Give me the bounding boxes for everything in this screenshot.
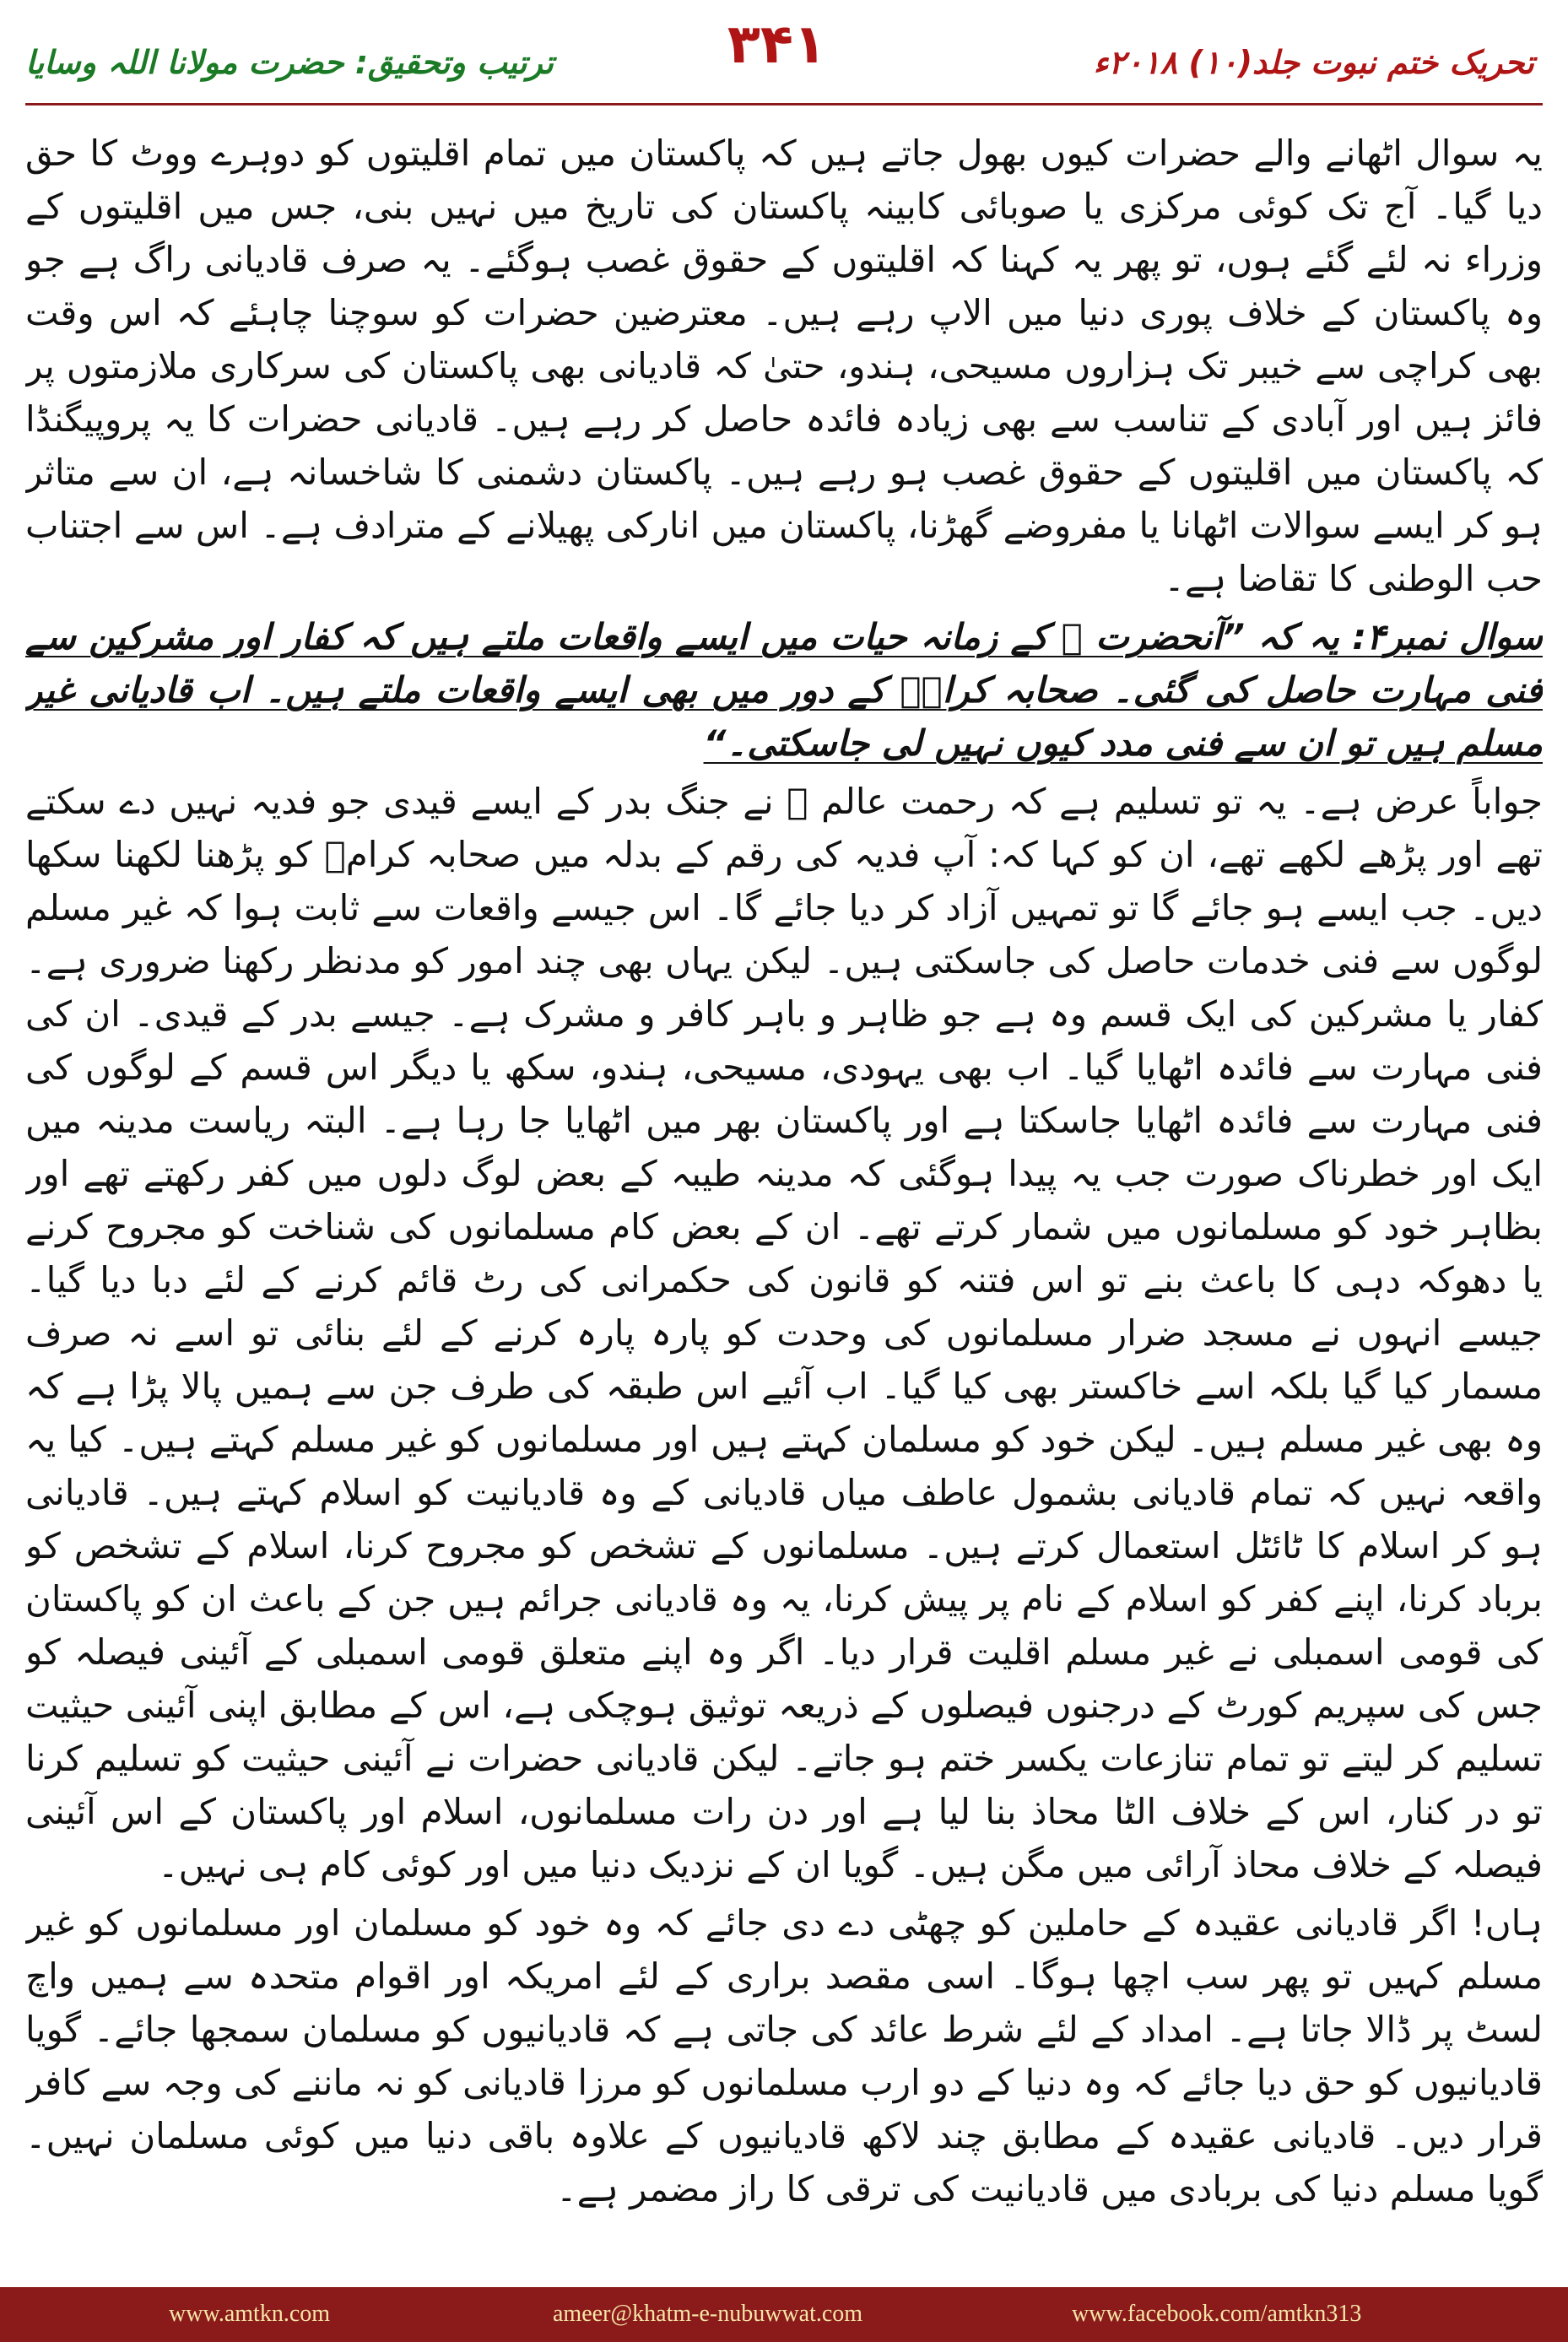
paragraph-1: یہ سوال اٹھانے والے حضرات کیوں بھول جاتے ہیں کہ پاکستان میں تمام اقلیتوں کو دوہرے ووٹ کا حق دیا گیا۔ آج تک کوئی مرکزی یا صوبائی کابینہ پاکستان کی تاریخ میں نہیں بنی، جس میں اقلیتوں کے وزراء نہ لئے گئے ہوں، تو پھر یہ کہنا کہ اقلیتوں کے حقوق غصب ہوگئے۔ یہ صرف قادیانی راگ ہے جو وہ پاکستان کے خلاف پوری دنیا میں الاپ رہے ہیں۔ معترضین حضرات کو سوچنا چاہئے کہ اس وقت بھی کراچی سے خیبر تک ہزاروں مسیحی، ہندو، حتیٰ کہ قادیانی بھی پاکستان کی سرکاری ملازمتوں پر فائز ہیں اور آبادی کے تناسب سے بھی زیادہ فائدہ حاصل کر رہے ہیں۔ قادیانی حضرات کا یہ پروپیگنڈا کہ پاکستان میں اقلیتوں کے حقوق غصب ہو رہے ہیں۔ پاکستان دشمنی کا شاخسانہ ہے، ان سے متاثر ہو کر ایسے سوالات اٹھانا یا مفروضے گھڑنا، پاکستان میں انارکی پھیلانے کے مترادف ہے۔ اس سے اجتناب حب الوطنی کا تقاضا ہے۔ [25, 133, 1543, 599]
book-title: تحریک ختم نبوت جلد(۱۰) ۲۰۱۸ء [1093, 44, 1534, 81]
email-link[interactable]: ameer@khatm-e-nubuwwat.com [553, 2301, 863, 2327]
website-link[interactable]: www.amtkn.com [169, 2301, 331, 2327]
page-footer [0, 2287, 1568, 2342]
facebook-link[interactable]: www.facebook.com/amtkn313 [1072, 2301, 1362, 2327]
header-divider [25, 103, 1543, 105]
compiler-credit: ترتیب وتحقیق: حضرت مولانا اللہ وسایا [25, 44, 554, 81]
question-4: سوال نمبر۴: یہ کہ ”آنحضرت ﷺ کے زمانہ حیات میں ایسے واقعات ملتے ہیں کہ کفار اور مشرکین سے فنی مہارت حاصل کی گئی۔ صحابہ کرامؓ کے دور میں بھی ایسے واقعات ملتے ہیں۔ اب قادیانی غیر مسلم ہیں تو ان سے فنی مدد کیوں نہیں لی جاسکتی۔“ [25, 616, 1543, 764]
paragraph-2: جواباً عرض ہے۔ یہ تو تسلیم ہے کہ رحمت عالم ﷺ نے جنگ بدر کے ایسے قیدی جو فدیہ نہیں دے سکتے تھے اور پڑھے لکھے تھے، ان کو کہا کہ: آپ فدیہ کی رقم کے بدلہ میں صحابہ کرامؓ کو پڑھنا لکھنا سکھا دیں۔ جب ایسے ہو جائے گا تو تمہیں آزاد کر دیا جائے گا۔ اس جیسے واقعات سے ثابت ہوا کہ غیر مسلم لوگوں سے فنی خدمات حاصل کی جاسکتی ہیں۔ لیکن یہاں بھی چند امور کو مدنظر رکھنا ضروری ہے۔ کفار یا مشرکین کی ایک قسم وہ ہے جو ظاہر و باہر کافر و مشرک ہے۔ جیسے بدر کے قیدی۔ ان کی فنی مہارت سے فائدہ اٹھایا گیا۔ اب بھی یہودی، مسیحی، ہندو، سکھ یا دیگر اس قسم کے لوگوں کی فنی مہارت سے فائدہ اٹھایا جاسکتا ہے اور پاکستان بھر میں اٹھایا جا رہا ہے۔ البتہ ریاست مدینہ میں ایک اور خطرناک صورت جب یہ پیدا ہوگئی کہ مدینہ طیبہ کے بعض لوگ دلوں میں کفر رکھتے تھے اور بظاہر خود کو مسلمانوں میں شمار کرتے تھے۔ ان کے بعض کام مسلمانوں کی شناخت کو مجروح کرنے یا دھوکہ دہی کا باعث بنے تو اس فتنہ کو قانون کی حکمرانی کی رٹ قائم کرنے کے لئے دبا دیا گیا۔ جیسے انہوں نے مسجد ضرار مسلمانوں کی وحدت کو پارہ پارہ کرنے کے لئے بنائی تو اسے نہ صرف مسمار کیا گیا بلکہ اسے خاکستر بھی کیا گیا۔ اب آئیے اس طبقہ کی طرف جن سے ہمیں پالا پڑا ہے کہ وہ بھی غیر مسلم ہیں۔ لیکن خود کو مسلمان کہتے ہیں اور مسلمانوں کو غیر مسلم کہتے ہیں۔ کیا یہ واقعہ نہیں کہ تمام قادیانی بشمول عاطف میاں قادیانی کے وہ قادیانیت کو اسلام کہتے ہیں۔ قادیانی ہو کر اسلام کا ٹائٹل استعمال کرتے ہیں۔ مسلمانوں کے تشخص کو مجروح کرنا، اسلام کے تشخص کو برباد کرنا، اپنے کفر کو اسلام کے نام پر پیش کرنا، یہ وہ قادیانی جرائم ہیں جن کے باعث ان کو پاکستان کی قومی اسمبلی نے غیر مسلم اقلیت قرار دیا۔ اگر وہ اپنے متعلق قومی اسمبلی کے آئینی فیصلہ کو جس کی سپریم کورٹ کے درجنوں فیصلوں کے ذریعہ توثیق ہوچکی ہے، اس کے مطابق اپنی آئینی حیثیت تسلیم کر لیتے تو تمام تنازعات یکسر ختم ہو جاتے۔ لیکن قادیانی حضرات نے آئینی حیثیت کو تسلیم کرنا تو در کنار، اس کے خلاف الٹا محاذ بنا لیا ہے اور دن رات مسلمانوں، اسلام اور پاکستان کے اس آئینی فیصلہ کے خلاف محاذ آرائی میں مگن ہیں۔ گویا ان کے نزدیک دنیا میں اور کوئی کام ہی نہیں۔ [25, 781, 1543, 1885]
paragraph-3: ہاں! اگر قادیانی عقیدہ کے حاملین کو چھٹی دے دی جائے کہ وہ خود کو مسلمان اور مسلمانوں کو غیر مسلم کہیں تو پھر سب اچھا ہوگا۔ اسی مقصد براری کے لئے امریکہ اور اقوام متحدہ سے ہمیں واچ لسٹ پر ڈالا جاتا ہے۔ امداد کے لئے شرط عائد کی جاتی ہے کہ قادیانیوں کو مسلمان سمجھا جائے۔ گویا قادیانیوں کو حق دیا جائے کہ وہ دنیا کے دو ارب مسلمانوں کو مرزا قادیانی کو نہ ماننے کی وجہ سے کافر قرار دیں۔ قادیانی عقیدہ کے مطابق چند لاکھ قادیانیوں کے علاوہ باقی دنیا میں کوئی مسلمان نہیں۔ گویا مسلم دنیا کی بربادی میں قادیانیت کی ترقی کا راز مضمر ہے۔ [25, 1902, 1543, 2209]
page-header [0, 0, 1568, 127]
article-body [25, 127, 1543, 2211]
page-number: ۳۴۱ [727, 14, 826, 76]
